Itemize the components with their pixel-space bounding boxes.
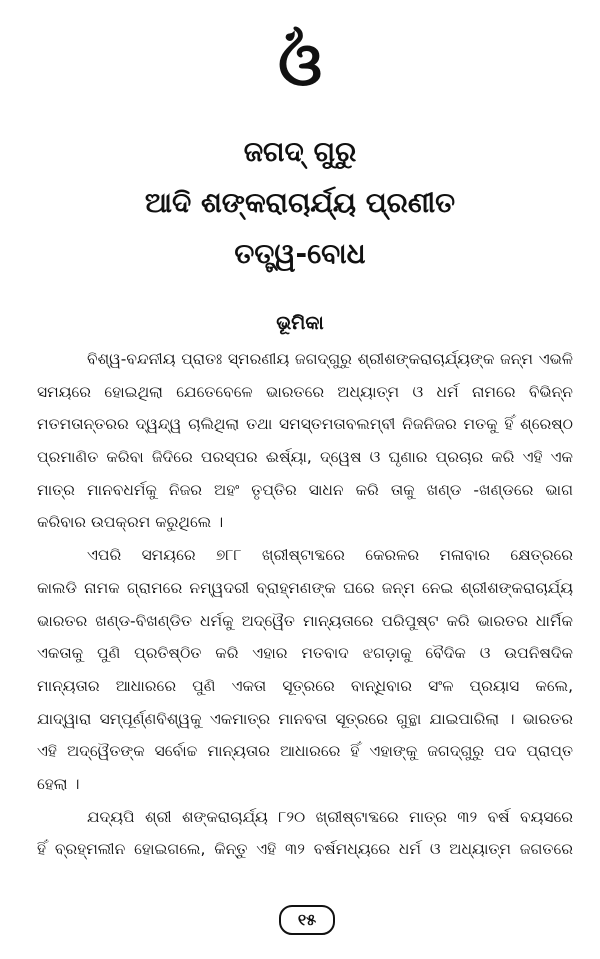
title-line-1: ଜଗଦ୍ ଗୁରୁ	[243, 135, 357, 168]
body-text	[37, 343, 573, 866]
text-line: ହିଁ ବ୍ରହ୍ମଲୀନ ହୋଇଗଲେ, କିନ୍ତୁ ଏହି ୩୨ ବର୍ଷମଧ୍ୟରେ ଧର୍ମ ଓ ଅଧ୍ୟାତ୍ମ ଜଗତରେ	[37, 840, 573, 859]
text-line: ହେଲା ।	[37, 774, 80, 793]
om-symbol: ଓଁ	[277, 27, 323, 101]
text-line: ଭାରତର ଖଣ୍ଡ-ବିଖଣ୍ଡିତ ଧର୍ମକୁ ଅଦ୍ୱୈତ ମାନ୍ୟତାରେ ପରିପୁଷ୍ଟ କରି ଭାରତର ଧାର୍ମିକ	[37, 611, 573, 630]
text-line: ମତମତାନ୍ତରର ଦ୍ୱନ୍ଦ୍ୱ ଚାଲିଥିଲା ତଥା ସମସ୍ତମତାବଲମ୍ବୀ ନିଜନିଜର ମତକୁ ହିଁ ଶ୍ରେଷ୍ଠ	[37, 415, 573, 434]
text-line: କରିବାର ଉପକ୍ରମ କରୁଥିଲେ ।	[37, 513, 224, 532]
text-line: ପ୍ରମାଣିତ କରିବା ଜିଦିରେ ପରସ୍ପର ଈର୍ଷ୍ୟା, ଦ୍ୱେଷ ଓ ଘୃଣାର ପ୍ରଚାର କରି ଏହି ଏକ	[37, 448, 573, 467]
title-line-3: ତତ୍ତ୍ୱ-ବୋଧ	[234, 237, 366, 270]
text-line: ଯାଦ୍ୱାରା ସମ୍ପୂର୍ଣ୍ଣବିଶ୍ୱକୁ ଏକମାତ୍ର ମାନବତା ସୂତ୍ରରେ ଗୁନ୍ଥା ଯାଇପାରିଲା । ଭାରତର	[37, 709, 573, 728]
section-heading: ଭୂମିକା	[276, 312, 324, 334]
title-line-2: ଆଦି ଶଙ୍କରାଚାର୍ଯ୍ୟ ପ୍ରଣୀତ	[144, 186, 456, 219]
text-line: ଏହି ଅଦ୍ୱୈତଙ୍କ ସର୍ବୋଚ୍ଚ ମାନ୍ୟତାର ଆଧାରରେ ହିଁ ଏହାଙ୍କୁ ଜଗଦ୍‌ଗୁରୁ ପଦ ପ୍ରାପ୍ତ	[37, 742, 573, 761]
text-line: ମାନ୍ୟତାର ଆଧାରରେ ପୁଣି ଏକତା ସୂତ୍ରରେ ବାନ୍ଧିବାର ସଂଳ ପ୍ରୟାସ କଲେ,	[37, 676, 573, 695]
text-line: ଏକତାକୁ ପୁଣି ପ୍ରତିଷ୍ଠିତ କରି ଏହାର ମତବାଦ ଝଗଡ଼ାକୁ ବୈଦିକ ଓ ଉପନିଷଦିକ	[37, 644, 573, 663]
page-number: ୧୫	[279, 905, 335, 935]
text-line: ସମୟରେ ହୋଇଥିଲା ଯେତେବେଳେ ଭାରତରେ ଅଧ୍ୟାତ୍ମ ଓ ଧର୍ମ ନାମରେ ବିଭିନ୍ନ	[37, 382, 573, 401]
text-line: ଯଦ୍ୟପି ଶ୍ରୀ ଶଙ୍କରାଚାର୍ଯ୍ୟ ୮୨୦ ଖ୍ରୀଷ୍ଟାବ୍ଦରେ ମାତ୍ର ୩୨ ବର୍ଷ ବୟସରେ	[87, 807, 573, 826]
text-line: ଏପରି ସମୟରେ ୭୮୮ ଖ୍ରୀଷ୍ଟାବ୍ଦରେ କେରଳର ମଳାବାର କ୍ଷେତ୍ରରେ	[87, 546, 573, 565]
text-line: କାଲଡି ନାମକ ଗ୍ରାମରେ ନମ୍ୱଦରୀ ବ୍ରାହ୍ମଣଙ୍କ ଘରେ ଜନ୍ମ ନେଇ ଶ୍ରୀଶଙ୍କରାଚାର୍ଯ୍ୟ	[37, 578, 573, 597]
text-line: ମାତ୍ର ମାନବଧର୍ମକୁ ନିଜର ଅହଂ ତୃପ୍ତିର ସାଧନ କରି ତାକୁ ଖଣ୍ଡ -ଖଣ୍ଡରେ ଭାଗ	[37, 480, 573, 499]
text-line: ବିଶ୍ୱ-ବନ୍ଦନୀୟ ପ୍ରାତଃ ସ୍ମରଣୀୟ ଜଗଦ୍‌ଗୁରୁ ଶ୍ରୀଶଙ୍କରାଚାର୍ଯ୍ୟଙ୍କ ଜନ୍ମ ଏଭଳି	[87, 350, 573, 368]
